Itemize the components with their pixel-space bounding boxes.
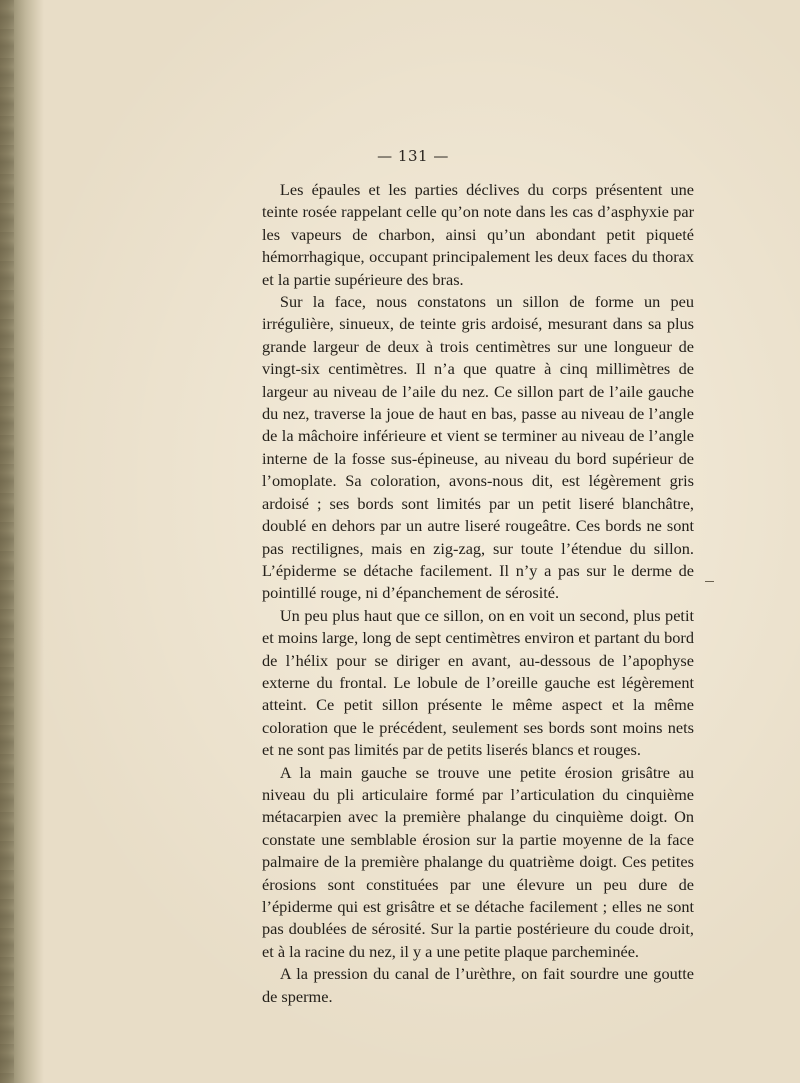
page-number: — 131 — (377, 147, 449, 165)
paragraph-4: A la main gauche se trouve une petite érosion grisâtre au niveau du pli articulaire formé par l’articulation du cinquième métacarpien avec la première phalange du cinquième doigt. On constate une semblable érosion sur la partie moyenne de la face palmaire de la première phalange du quatrième doigt. Ces petites érosions sont constituées par une élevure un peu dure de l’épiderme qui est grisâtre et se détache facilement ; elles ne sont pas doublées de sérosité. Sur la partie postérieure du coude droit, et à la racine du nez, il y a une petite plaque parcheminée. (262, 762, 694, 961)
margin-mark (705, 581, 714, 582)
body-text (262, 179, 694, 1008)
paragraph-1: Les épaules et les parties déclives du corps présentent une teinte rosée rappelant celle qu’on note dans les cas d’asphyxie par les vapeurs de charbon, ainsi qu’un abondant petit piqueté hémorrhagique, occupant principalement les deux faces du thorax et la partie supérieure des bras. (262, 180, 694, 289)
paragraph-3: Un peu plus haut que ce sillon, on en voit un second, plus petit et moins large, long de sept centimètres environ et partant du bord de l’hélix pour se diriger en avant, au-dessous de l’apophyse externe du frontal. Le lobule de l’oreille gauche est légèrement atteint. Ce petit sillon présente le même aspect et la même coloration que le précédent, seulement ses bords sont moins nets et ne sont pas limités par de petits liserés blancs et rouges. (262, 605, 694, 760)
paragraph-5: A la pression du canal de l’urèthre, on fait sourdre une goutte de sperme. (262, 964, 694, 1006)
paragraph-2: Sur la face, nous constatons un sillon de forme un peu irrégulière, sinueux, de teinte gris ardoisé, mesurant dans sa plus grande largeur de deux à trois centimètres sur une longueur de vingt-six centimètres. Il n’a que quatre à cinq millimètres de largeur au niveau de l’aile du nez. Ce sillon part de l’aile gauche du nez, traverse la joue de haut en bas, passe au niveau de l’angle de la mâchoire inférieure et vient se terminer au niveau de l’angle interne de la fosse sus-épineuse, au niveau du bord supérieur de l’omoplate. Sa coloration, avons-nous dit, est légèrement gris ardoisé ; ses bords sont limités par un petit liseré blanchâtre, doublé en dehors par un autre liseré rougeâtre. Ces bords ne sont pas rectilignes, mais en zig-zag, sur toute l’étendue du sillon. L’épiderme se détache facilement. Il n’y a pas sur le derme de pointillé rouge, ni d’épanchement de sérosité. (262, 292, 694, 603)
